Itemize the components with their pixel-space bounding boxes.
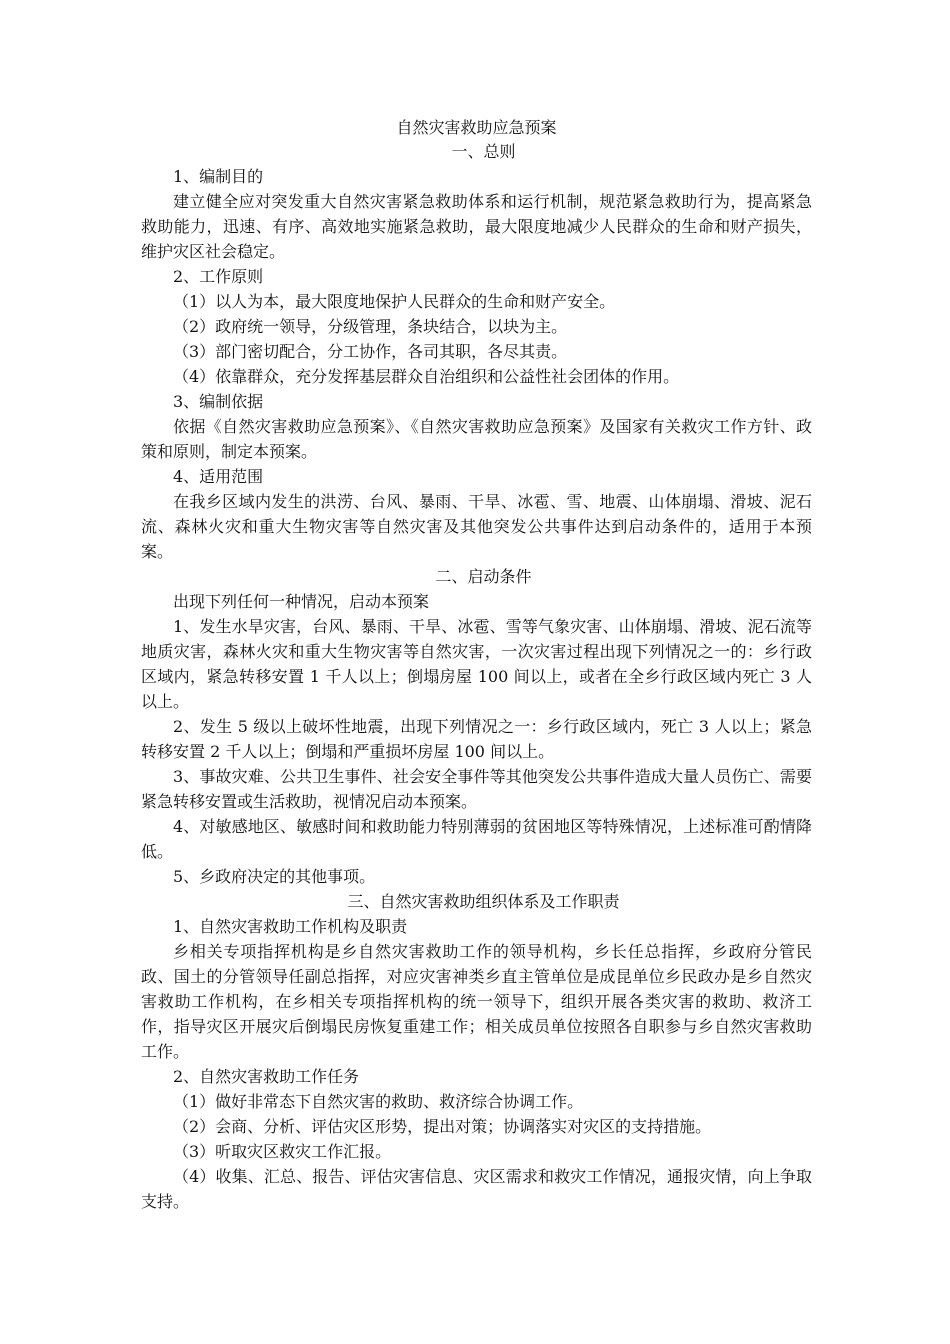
list-item: 5、乡政府决定的其他事项。 — [173, 867, 376, 886]
paragraph: 出现下列任何一种情况，启动本预案 — [173, 592, 430, 611]
subsection-title: 3、编制依据 — [173, 392, 264, 411]
subsection-title: 1、编制目的 — [173, 167, 264, 186]
list-item: （3）部门密切配合，分工协作，各司其职，各尽其责。 — [173, 342, 568, 361]
subsection-title: 2、工作原则 — [173, 267, 264, 286]
paragraph: 建立健全应对突发重大自然灾害紧急救助体系和运行机制，规范紧急救助行为，提高紧急救助能力，迅速、有序、高效地实施紧急救助，最大限度地减少人民群众的生命和财产损失，维护灾区社会稳定。 — [141, 192, 812, 261]
list-item: （2）会商、分析、评估灾区形势，提出对策；协调落实对灾区的支持措施。 — [173, 1117, 712, 1136]
list-item: （1）以人为本，最大限度地保护人民群众的生命和财产安全。 — [173, 292, 616, 311]
paragraph: 依据《自然灾害救助应急预案》、《自然灾害救助应急预案》及国家有关救灾工作方针、政策和原则，制定本预案。 — [141, 417, 812, 461]
list-item: （4）收集、汇总、报告、评估灾害信息、灾区需求和救灾工作情况，通报灾情，向上争取支持。 — [141, 1167, 812, 1211]
list-item: 4、对敏感地区、敏感时间和救助能力特别薄弱的贫困地区等特殊情况，上述标准可酌情降低。 — [141, 817, 812, 861]
document-page — [141, 115, 812, 1214]
section-heading: 三、自然灾害救助组织体系及工作职责 — [347, 892, 620, 911]
subsection-title: 1、自然灾害救助工作机构及职责 — [173, 917, 408, 936]
document-title: 自然灾害救助应急预案 — [396, 118, 557, 137]
section-heading: 二、启动条件 — [435, 567, 532, 586]
list-item: 1、发生水旱灾害，台风、暴雨、干旱、冰雹、雪等气象灾害、山体崩塌、滑坡、泥石流等地质灾害，森林火灾和重大生物灾害等自然灾害，一次灾害过程出现下列情况之一的：乡行政区域内，紧急转移安置 1 千人以上；倒塌房屋 100 间以上，或者在全乡行政区域内死亡 3 人以上。 — [141, 617, 812, 711]
section-heading: 一、总则 — [451, 142, 516, 161]
list-item: 2、发生 5 级以上破坏性地震，出现下列情况之一：乡行政区域内，死亡 3 人以上；紧急转移安置 2 千人以上；倒塌和严重损坏房屋 100 间以上。 — [141, 717, 812, 761]
list-item: （4）依靠群众，充分发挥基层群众自治组织和公益性社会团体的作用。 — [173, 367, 680, 386]
paragraph: 乡相关专项指挥机构是乡自然灾害救助工作的领导机构，乡长任总指挥，乡政府分管民政、国土的分管领导任副总指挥，对应灾害神类乡直主管单位是成昆单位乡民政办是乡自然灾害救助工作机构，在乡相关专项指挥机构的统一领导下，组织开展各类灾害的救助、救济工作，指导灾区开展灾后倒塌民房恢复重建工作；相关成员单位按照各自职参与乡自然灾害救助工作。 — [141, 942, 812, 1061]
list-item: 3、事故灾难、公共卫生事件、社会安全事件等其他突发公共事件造成大量人员伤亡、需要紧急转移安置或生活救助，视情况启动本预案。 — [141, 767, 812, 811]
paragraph: 在我乡区域内发生的洪涝、台风、暴雨、干旱、冰雹、雪、地震、山体崩塌、滑坡、泥石流、森林火灾和重大生物灾害等自然灾害及其他突发公共事件达到启动条件的，适用于本预案。 — [141, 492, 812, 561]
subsection-title: 2、自然灾害救助工作任务 — [173, 1067, 360, 1086]
list-item: （3）听取灾区救灾工作汇报。 — [173, 1142, 392, 1161]
subsection-title: 4、适用范围 — [173, 467, 264, 486]
list-item: （1）做好非常态下自然灾害的救助、救济综合协调工作。 — [173, 1092, 584, 1111]
list-item: （2）政府统一领导，分级管理，条块结合，以块为主。 — [173, 317, 568, 336]
